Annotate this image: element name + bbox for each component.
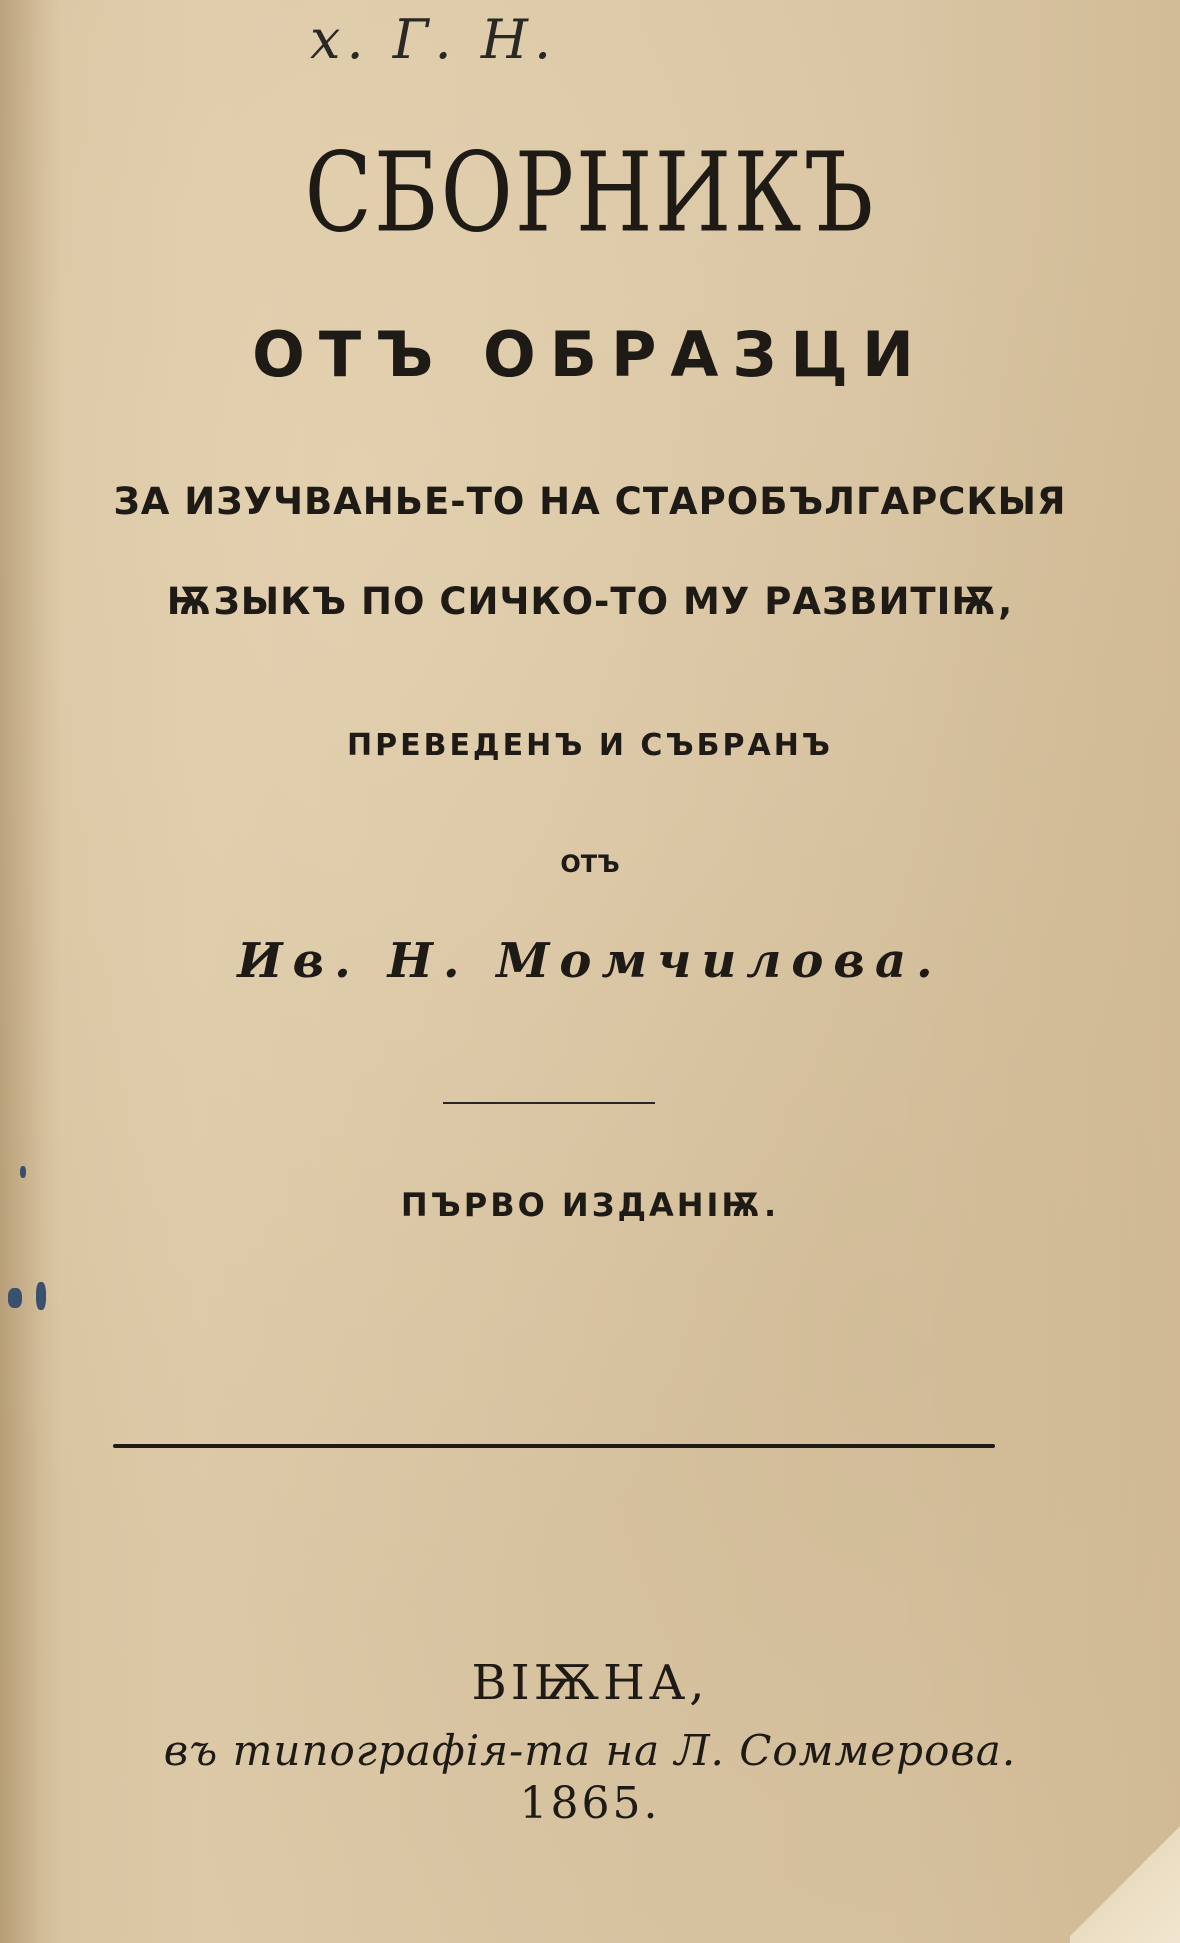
title-main: СБОРНИКЪ	[304, 128, 876, 257]
long-divider	[113, 1444, 995, 1448]
short-divider	[443, 1102, 655, 1104]
imprint-printer: въ типографія-та на Л. Соммерова.	[163, 1726, 1017, 1775]
handwritten-note: х. Г. Н.	[310, 8, 558, 71]
imprint-year: 1865.	[519, 1778, 661, 1829]
edition-label: ПЪРВО ИЗДАНІѬ.	[400, 1186, 780, 1224]
translated-by: ПРЕВЕДЕНЪ И СЪБРАНЪ	[346, 728, 833, 763]
description-line-2: ѬЗЫКЪ ПО СИЧКО-ТО МУ РАЗВИТІѬ,	[166, 580, 1014, 623]
description-line-1: ЗА ИЗУЧВАНЬЕ-ТО НА СТАРОБЪЛГАРСКЫЯ	[113, 480, 1067, 523]
ink-blot	[20, 1166, 26, 1178]
author-name: Ив. Н. Момчилова.	[237, 933, 943, 989]
from-label: ОТЪ	[560, 850, 620, 878]
ink-blot	[36, 1282, 46, 1310]
title-sub: ОТЪ ОБРАЗЦИ	[252, 318, 928, 391]
ink-blot	[8, 1288, 22, 1308]
imprint-city: ВІѬНА,	[471, 1655, 709, 1711]
